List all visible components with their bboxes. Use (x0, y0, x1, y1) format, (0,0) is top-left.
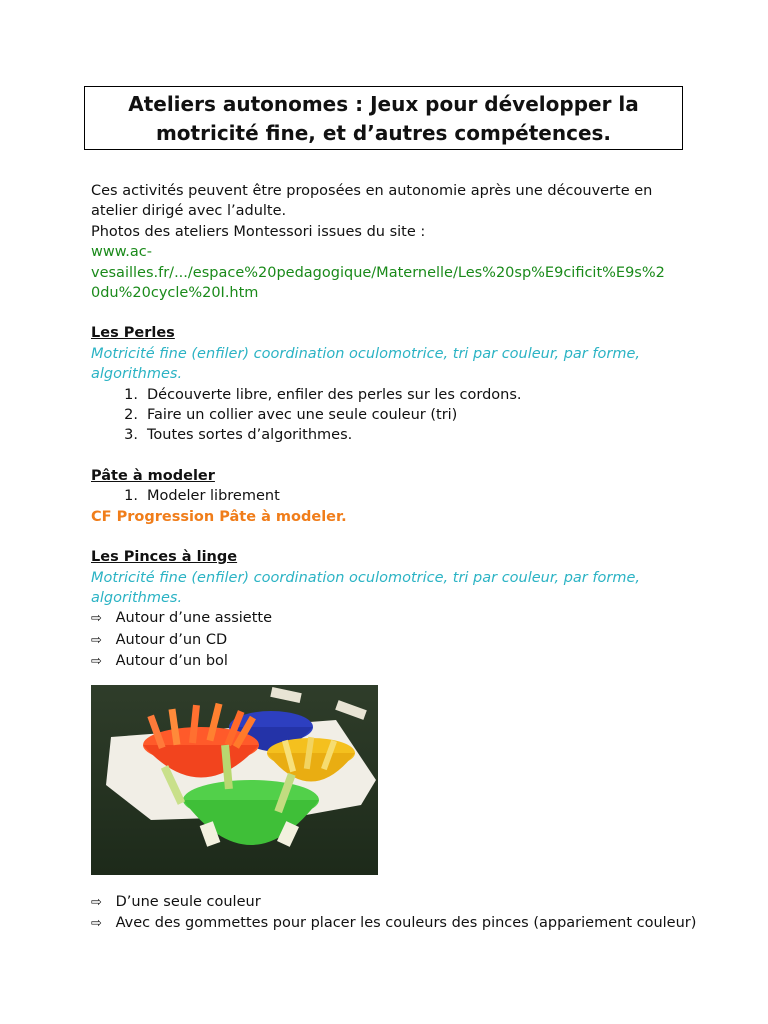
list-text: Modeler librement (147, 488, 280, 505)
source-link-line-2[interactable]: vesailles.fr/.../espace%20pedagogique/Maternelle/Les%20sp%E9cificit%E9s%2 (91, 264, 665, 281)
list-item (91, 892, 696, 913)
arrow-icon: ⇨ (91, 611, 102, 627)
list-number: 1. (124, 488, 138, 505)
intro-line-1: Ces activités peuvent être proposées en autonomie après une découverte en (91, 183, 653, 199)
list-text: Autour d’une assiette (111, 610, 272, 627)
list-item (91, 651, 691, 672)
section-heading-perles: Les Perles (91, 325, 175, 342)
list-text: Découverte libre, enfiler des perles sur les cordons. (147, 386, 522, 403)
arrow-icon: ⇨ (91, 632, 102, 648)
arrow-icon: ⇨ (91, 895, 102, 910)
perles-skills-line-2: algorithmes. (91, 366, 183, 383)
list-text: Autour d’un bol (111, 653, 228, 670)
perles-skills-line-1: Motricité fine (enfiler) coordination oculomotrice, tri par couleur, par forme, (91, 345, 640, 362)
section-heading-pate: Pâte à modeler (91, 467, 215, 484)
list-number: 3. (124, 427, 138, 444)
list-text: Toutes sortes d’algorithmes. (147, 427, 353, 444)
title-box (84, 86, 683, 150)
list-text: Autour d’un CD (111, 631, 228, 648)
source-link-line-1[interactable]: www.ac- (91, 244, 152, 261)
intro-line-2: atelier dirigé avec l’adulte. (91, 203, 287, 220)
list-number: 2. (124, 407, 138, 424)
arrow-icon: ⇨ (91, 916, 102, 932)
list-text: Faire un collier avec une seule couleur (tri) (147, 407, 458, 424)
clothespin-bowls-photo (91, 685, 378, 875)
list-item (91, 425, 691, 445)
intro-line-3: Photos des ateliers Montessori issues du site : (91, 223, 426, 240)
list-item (91, 608, 691, 629)
main-content (91, 181, 691, 673)
list-text: D’une seule couleur (111, 894, 261, 910)
list-number: 1. (124, 386, 138, 403)
cf-progression-link[interactable]: CF Progression Pâte à modeler. (91, 508, 347, 525)
list-item (91, 913, 696, 934)
title-line-1: Ateliers autonomes : Jeux pour développer la (128, 92, 639, 116)
pinces-skills-line-2: algorithmes. (91, 589, 183, 606)
title-line-2: motricité fine, et d’autres compétences. (155, 121, 612, 145)
list-item (91, 405, 691, 425)
after-photo-list (91, 892, 696, 935)
list-item (91, 385, 691, 405)
list-text: Avec des gommettes pour placer les couleurs des pinces (appariement couleur) (111, 915, 697, 932)
list-item (91, 630, 691, 651)
list-item (91, 486, 691, 506)
pinces-skills-line-1: Motricité fine (enfiler) coordination oculomotrice, tri par couleur, par forme, (91, 569, 640, 586)
source-link-line-3[interactable]: 0du%20cycle%20I.htm (91, 285, 259, 302)
section-heading-pinces: Les Pinces à linge (91, 549, 238, 566)
arrow-icon: ⇨ (91, 654, 102, 670)
